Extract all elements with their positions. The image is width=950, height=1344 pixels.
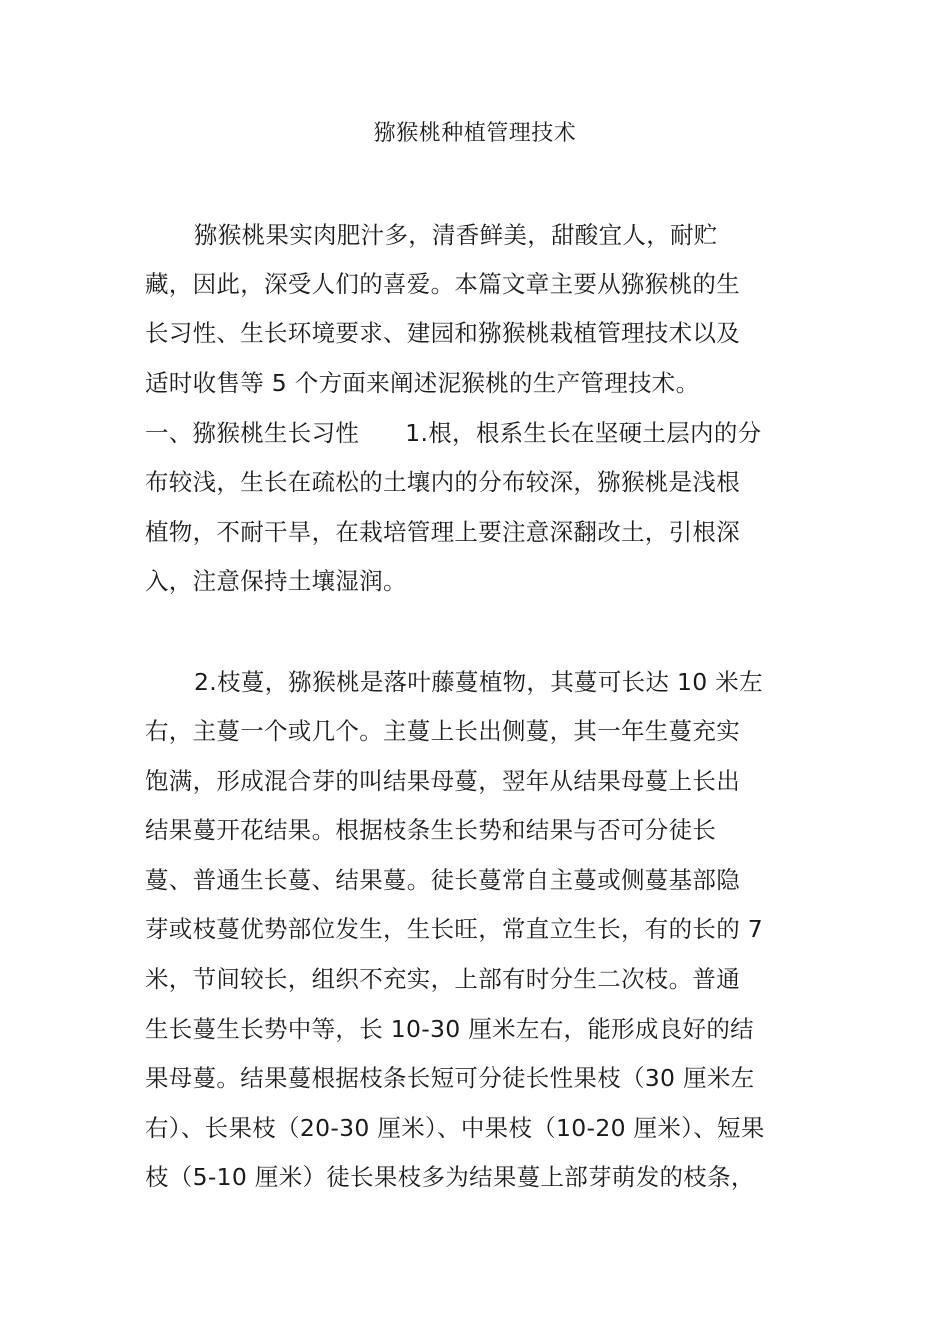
section-heading-line: [145, 415, 805, 451]
text-line: 蔓、普通生长蔓、结果蔓。徒长蔓常自主蔓或侧蔓基部隐: [145, 866, 740, 894]
text-line: 果母蔓。结果蔓根据枝条长短可分徒长性果枝（30 厘米左: [145, 1064, 755, 1092]
text-line: 饱满，形成混合芽的叫结果母蔓，翌年从结果母蔓上长出: [145, 767, 740, 795]
text-line: 猕猴桃果实肉肥汁多，清香鲜美，甜酸宜人，耐贮: [194, 221, 718, 249]
text-line: 生长蔓生长势中等，长 10-30 厘米左右，能形成良好的结: [145, 1015, 754, 1043]
text-line: 右）、长果枝（20-30 厘米）、中果枝（10-20 厘米）、短果: [145, 1114, 765, 1142]
document-title: 猕猴桃种植管理技术: [373, 121, 577, 146]
text-segment: 1.根，根系生长在坚硬土层内的分: [405, 419, 762, 447]
text-line: 藏，因此，深受人们的喜爱。本篇文章主要从猕猴桃的生: [145, 270, 740, 298]
text-line: 芽或枝蔓优势部位发生，生长旺，常直立生长，有的长的 7: [145, 915, 764, 943]
section-heading: 一、猕猴桃生长习性: [145, 419, 360, 447]
text-line: 结果蔓开花结果。根据枝条生长势和结果与否可分徒长: [145, 816, 717, 844]
text-line: 植物，不耐干旱，在栽培管理上要注意深翻改土，引根深: [145, 518, 740, 546]
text-line: 右，主蔓一个或几个。主蔓上长出侧蔓，其一年生蔓充实: [145, 717, 740, 745]
text-line: 米，节间较长，组织不充实，上部有时分生二次枝。普通: [145, 965, 740, 993]
text-line: 布较浅，生长在疏松的土壤内的分布较深，猕猴桃是浅根: [145, 468, 740, 496]
text-line: 入，注意保持土壤湿润。: [145, 567, 407, 595]
text-line: 枝（5-10 厘米）徒长果枝多为结果蔓上部芽萌发的枝条，: [145, 1163, 755, 1191]
text-line: 2.枝蔓，猕猴桃是落叶藤蔓植物，其蔓可长达 10 米左: [194, 668, 763, 696]
text-line: 适时收售等 5 个方面来阐述泥猴桃的生产管理技术。: [145, 369, 700, 397]
text-line: 长习性、生长环境要求、建园和猕猴桃栽植管理技术以及: [145, 319, 740, 347]
